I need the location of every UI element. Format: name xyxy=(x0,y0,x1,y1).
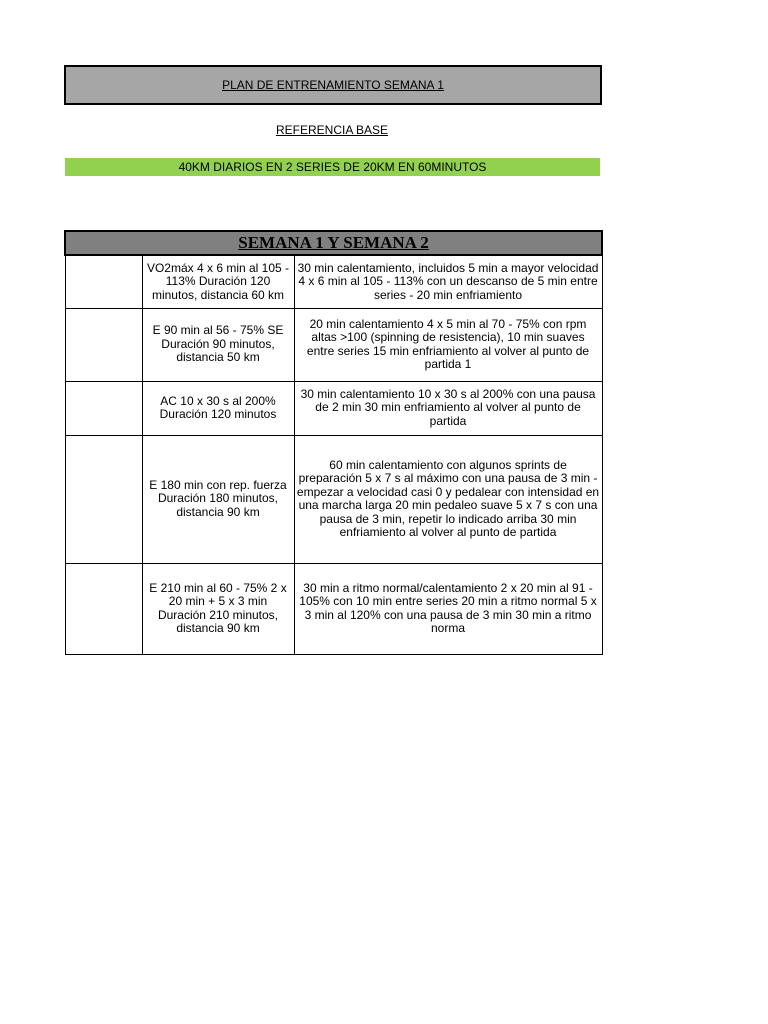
plan-title-box xyxy=(64,65,602,105)
day-cell xyxy=(65,435,142,563)
details-cell: 30 min a ritmo normal/calentamiento 2 x 20 min al 91 - 105% con 10 min entre series 20 min a ritmo normal 5 x 3 min al 120% con una pausa de 3 min 30 min a ritmo norma xyxy=(294,563,602,654)
session-cell: E 210 min al 60 - 75% 2 x 20 min + 5 x 3 min Duración 210 minutos, distancia 90 km xyxy=(142,563,294,654)
table-header-row xyxy=(65,231,602,255)
details-cell: 60 min calentamiento con algunos sprints de preparación 5 x 7 s al máximo con una pausa de 3 min - empezar a velocidad casi 0 y pedalear con intensidad en una marcha larga 20 min pedaleo suave 5 x 7 s con una pausa de 3 min, repetir lo indicado arriba 30 min enfriamiento al volver al punto de partida xyxy=(294,435,602,563)
training-table xyxy=(64,230,603,655)
day-cell xyxy=(65,308,142,381)
reference-subtitle: REFERENCIA BASE xyxy=(275,123,389,137)
plan-title: PLAN DE ENTRENAMIENTO SEMANA 1 xyxy=(222,78,444,92)
session-cell: E 90 min al 56 - 75% SE Duración 90 minutos, distancia 50 km xyxy=(142,308,294,381)
reference-text: 40KM DIARIOS EN 2 SERIES DE 20KM EN 60MINUTOS xyxy=(178,160,487,174)
details-cell: 30 min calentamiento, incluidos 5 min a mayor velocidad 4 x 6 min al 105 - 113% con un descanso de 5 min entre series - 20 min enfriamiento xyxy=(294,255,602,308)
table-row xyxy=(65,308,602,381)
session-cell: E 180 min con rep. fuerza Duración 180 minutos, distancia 90 km xyxy=(142,435,294,563)
table-row xyxy=(65,563,602,654)
day-cell xyxy=(65,563,142,654)
details-cell: 30 min calentamiento 10 x 30 s al 200% con una pausa de 2 min 30 min enfriamiento al volver al punto de partida xyxy=(294,381,602,435)
table-row xyxy=(65,435,602,563)
table-row xyxy=(65,255,602,308)
day-cell xyxy=(65,381,142,435)
table-heading: SEMANA 1 Y SEMANA 2 xyxy=(65,231,602,255)
session-cell: VO2máx 4 x 6 min al 105 - 113% Duración 120 minutos, distancia 60 km xyxy=(142,255,294,308)
day-cell xyxy=(65,255,142,308)
reference-banner xyxy=(65,158,600,176)
details-cell: 20 min calentamiento 4 x 5 min al 70 - 75% con rpm altas >100 (spinning de resistencia), 10 min suaves entre series 15 min enfriamiento al volver al punto de partida 1 xyxy=(294,308,602,381)
table-row xyxy=(65,381,602,435)
session-cell: AC 10 x 30 s al 200% Duración 120 minutos xyxy=(142,381,294,435)
